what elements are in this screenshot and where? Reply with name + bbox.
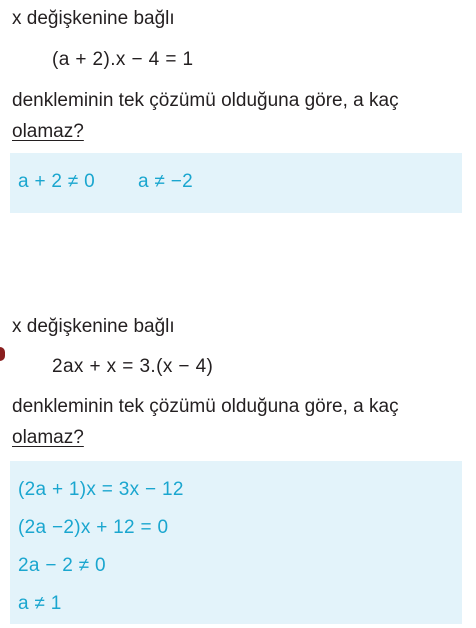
problem2-answer-line: (2a + 1)x = 3x − 12 [18,479,184,500]
margin-mark [0,347,5,361]
problem1-answer-box [10,153,462,213]
problem2-question-line2: olamaz? [12,427,84,448]
problem1-answer-step2: a ≠ −2 [138,171,194,192]
problem2-answer-line: 2a − 2 ≠ 0 [18,555,106,576]
problem2-equation: 2ax + x = 3.(x − 4) [52,356,214,377]
problem1-question-line2: olamaz? [12,121,84,142]
problem2-answer-line: a ≠ 1 [18,593,62,614]
problem1-answer-step1: a + 2 ≠ 0 [18,171,96,192]
problem2-answer-line: (2a −2)x + 12 = 0 [18,517,169,538]
problem2-intro: x değişkenine bağlı [12,316,175,337]
problem1-equation: (a + 2).x − 4 = 1 [52,49,194,70]
problem1-intro: x değişkenine bağlı [12,8,175,29]
problem2-question-line1: denkleminin tek çözümü olduğuna göre, a kaç [12,396,399,417]
problem1-question-line1: denkleminin tek çözümü olduğuna göre, a kaç [12,90,399,111]
problem2-answer-box [10,461,462,624]
